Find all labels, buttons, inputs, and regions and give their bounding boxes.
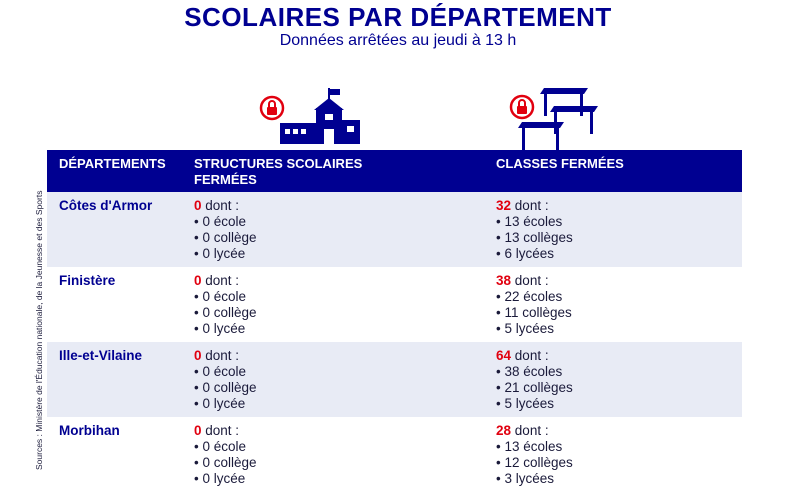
- classes-dont: dont :: [514, 348, 549, 363]
- school-locked-icon: [258, 88, 362, 146]
- classes-item: • 6 lycées: [496, 246, 555, 261]
- structures-item: • 0 collège: [194, 380, 257, 395]
- table-row: [47, 417, 742, 492]
- structures-total: 0: [194, 348, 202, 363]
- structures-dont: dont :: [205, 348, 240, 363]
- classes-item: • 11 collèges: [496, 305, 572, 320]
- classes-item: • 5 lycées: [496, 396, 555, 411]
- classes-total: 32: [496, 198, 512, 213]
- header-departements: DÉPARTEMENTS: [47, 150, 182, 192]
- structures-item: • 0 lycée: [194, 321, 246, 336]
- dept-name: Côtes d'Armor: [47, 192, 182, 267]
- structures-item: • 0 lycée: [194, 246, 246, 261]
- classes-item: • 13 écoles: [496, 439, 563, 454]
- classes-item: • 12 collèges: [496, 455, 573, 470]
- classes-total: 28: [496, 423, 512, 438]
- scolaires-table: [47, 150, 742, 492]
- classes-total: 64: [496, 348, 512, 363]
- classes-item: • 5 lycées: [496, 321, 555, 336]
- classes-cell: [484, 267, 742, 342]
- classes-item: • 21 collèges: [496, 380, 573, 395]
- classes-cell: [484, 192, 742, 267]
- table-header-row: [47, 150, 742, 192]
- page-title: SCOLAIRES PAR DÉPARTEMENT: [184, 2, 612, 32]
- structures-dont: dont :: [205, 198, 240, 213]
- table-row: [47, 192, 742, 267]
- structures-cell: [182, 192, 484, 267]
- classes-item: • 3 lycées: [496, 471, 555, 486]
- structures-item: • 0 école: [194, 364, 247, 379]
- structures-item: • 0 école: [194, 439, 247, 454]
- structures-total: 0: [194, 423, 202, 438]
- desks-locked-icon: [508, 86, 608, 150]
- classes-cell: [484, 417, 742, 492]
- structures-item: • 0 lycée: [194, 396, 246, 411]
- structures-dont: dont :: [205, 273, 240, 288]
- dept-name: Morbihan: [59, 423, 120, 438]
- classes-dont: dont :: [514, 198, 549, 213]
- structures-total: 0: [194, 273, 202, 288]
- header-structures-label: STRUCTURES SCOLAIRES FERMÉES: [194, 156, 363, 187]
- structures-item: • 0 collège: [194, 230, 257, 245]
- header-classes: CLASSES FERMÉES: [484, 150, 742, 192]
- structures-item: • 0 collège: [194, 305, 257, 320]
- table-row: [47, 267, 742, 342]
- header-structures: [182, 150, 484, 192]
- structures-total: 0: [194, 198, 202, 213]
- source-note: Sources : Ministère de l'Éducation nationale, de la Jeunesse et des Sports: [34, 190, 44, 470]
- classes-dont: dont :: [514, 273, 549, 288]
- structures-item: • 0 lycée: [194, 471, 246, 486]
- structures-cell: [182, 342, 484, 417]
- table-row: [47, 342, 742, 417]
- structures-item: • 0 collège: [194, 455, 257, 470]
- structures-item: • 0 école: [194, 214, 247, 229]
- structures-cell: [182, 267, 484, 342]
- structures-cell: [182, 417, 484, 492]
- classes-dont: dont :: [514, 423, 549, 438]
- structures-item: • 0 école: [194, 289, 247, 304]
- classes-item: • 13 écoles: [496, 214, 563, 229]
- page-subtitle: Données arrêtées au jeudi à 13 h: [279, 32, 517, 49]
- dept-name: Finistère: [59, 273, 116, 288]
- dept-name: Ille-et-Vilaine: [47, 342, 182, 417]
- classes-total: 38: [496, 273, 512, 288]
- classes-cell: [484, 342, 742, 417]
- classes-item: • 22 écoles: [496, 289, 563, 304]
- classes-item: • 13 collèges: [496, 230, 573, 245]
- structures-dont: dont :: [205, 423, 240, 438]
- classes-item: • 38 écoles: [496, 364, 563, 379]
